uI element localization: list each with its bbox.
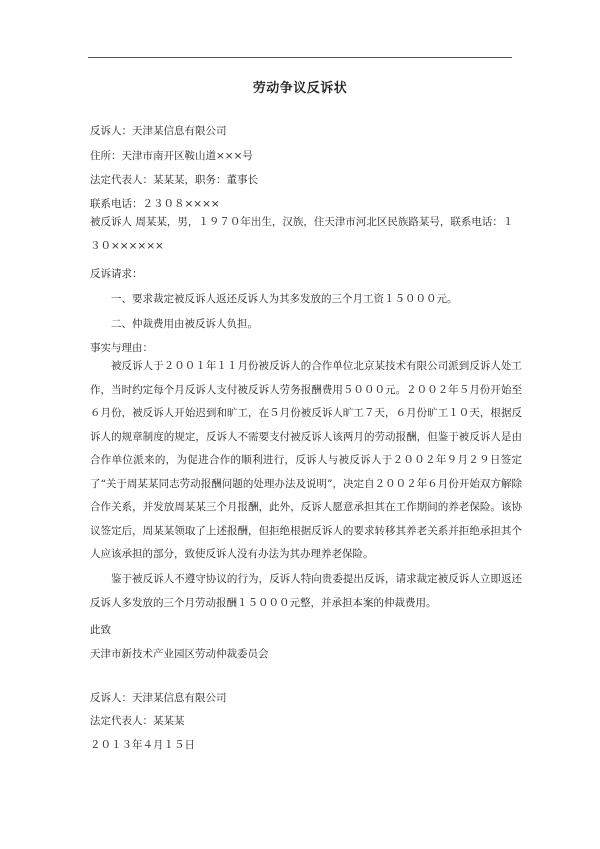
legal-representative: 法定代表人：某某某，职务：董事长 — [90, 174, 258, 186]
claims-heading: 反诉请求： — [90, 268, 143, 280]
closing: 此致 — [90, 624, 111, 636]
claim-2: 二、仲裁费用由被反诉人负担。 — [111, 318, 258, 330]
address: 住所：天津市南开区鞍山道×××号 — [90, 150, 253, 162]
document-date: ２０１３年４月１５日 — [90, 739, 195, 751]
addressee: 天津市新技术产业园区劳动仲裁委员会 — [90, 648, 269, 660]
header-rule — [88, 57, 512, 58]
counter-claimant: 反诉人：天津某信息有限公司 — [90, 125, 227, 137]
facts-paragraph-1: 被反诉人于２００１年１１月份被反诉人的合作单位北京某技术有限公司派到反诉人处工作，当时约定每个月反诉人支付被反诉人劳务报酬费用５０００元。２００２年５月份开始至６月份，被反诉人开始迟到和旷工，在５月份被反诉人旷工７天，６月份旷工１０天，根据反诉人的规章制度的规定，反诉人不需要支付被反诉人该两月的劳动报酬，但鉴于被反诉人是由合作单位派来的，为促进合作的顺利进行，反诉人与被反诉人于２００２年９月２９日签定了“关于周某某同志劳动报酬问题的处理办法及说明”，决定自２００２年６月份开始双方解除合作关系，并发放周某某三个月报酬，此外，反诉人愿意承担其在工作期间的养老保险。该协议签定后，周某某领取了上述报酬，但拒绝根据反诉人的要求转移其养老关系并拒绝承担其个人应该承担的部分，致使反诉人没有办法为其办理养老保险。 — [90, 360, 522, 560]
facts-heading: 事实与理由： — [90, 342, 153, 354]
facts-paragraph-2: 鉴于被反诉人不遵守协议的行为，反诉人特向贵委提出反诉，请求裁定被反诉人立即返还反诉人多发放的三个月劳动报酬１５０００元整，并承担本案的仲裁费用。 — [90, 573, 522, 609]
signature-legal-rep: 法定代表人：某某某 — [90, 715, 185, 727]
document-title: 劳动争议反诉状 — [252, 81, 348, 96]
signature-claimant: 反诉人：天津某信息有限公司 — [90, 692, 227, 704]
claim-1: 一、要求裁定被反诉人返还反诉人为其多发放的三个月工资１５０００元。 — [111, 293, 458, 305]
respondent-info: 被反诉人 周某某，男，１９７０年出生，汉族，住天津市河北区民族路某号，联系电话：１３０×××××× — [90, 216, 514, 252]
phone: 联系电话：２３０８×××× — [90, 198, 220, 210]
